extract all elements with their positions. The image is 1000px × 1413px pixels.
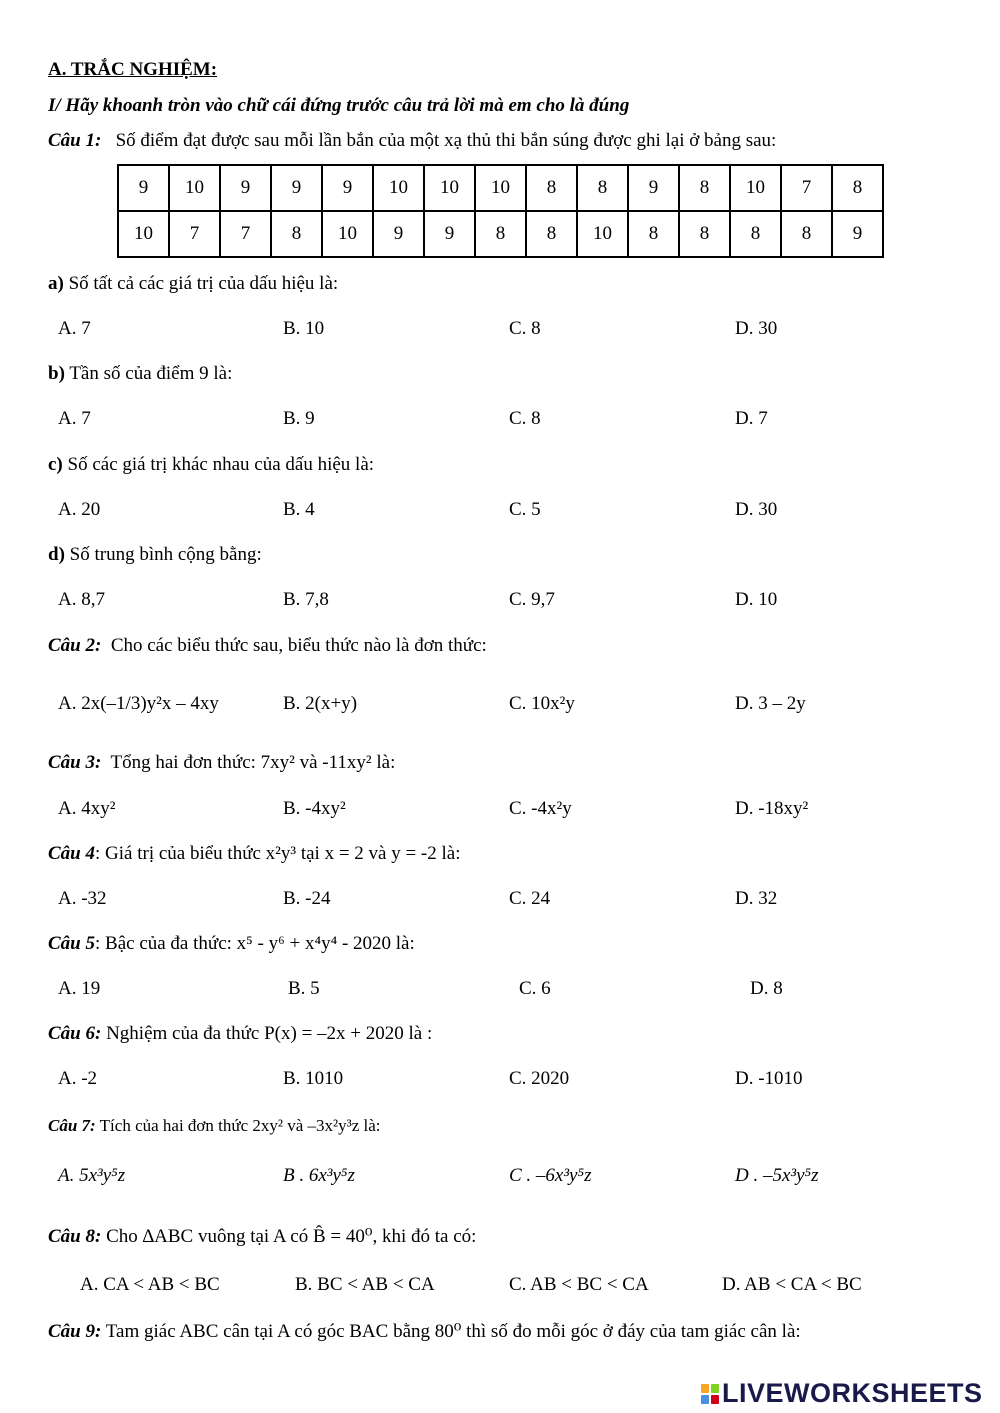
table-cell: 10 [730, 165, 781, 211]
question-1a-options [0, 317, 1000, 347]
option-b[interactable]: B. -24 [283, 888, 331, 909]
option-b[interactable]: B. 5 [288, 978, 320, 999]
option-a[interactable]: A. 8,7 [58, 589, 105, 610]
question-4-options [0, 887, 1000, 917]
question-6: Câu 6: Nghiệm của đa thức P(x) = –2x + 2020 là : [48, 1023, 433, 1044]
question-5: Câu 5: Bậc của đa thức: x⁵ - y⁶ + x⁴y⁴ - 2020 là: [48, 933, 415, 954]
option-a[interactable]: A. CA < AB < BC [80, 1274, 220, 1295]
question-8: Câu 8: Cho ∆ABC vuông tại A có B̂ = 40⁰, khi đó ta có: [48, 1226, 477, 1247]
question-6-options [0, 1067, 1000, 1097]
option-d[interactable]: D. 8 [750, 978, 783, 999]
option-a[interactable]: A. 19 [58, 978, 101, 999]
table-cell: 9 [628, 165, 679, 211]
question-9: Câu 9: Tam giác ABC cân tại A có góc BAC bằng 80⁰ thì số đo mỗi góc ở đáy của tam giác cân là: [48, 1321, 801, 1342]
question-8-options [0, 1273, 1000, 1303]
question-1c-options [0, 498, 1000, 528]
question-7: Câu 7: Tích của hai đơn thức 2xy² và –3x²y³z là: [48, 1116, 381, 1135]
table-cell: 10 [169, 165, 220, 211]
option-b[interactable]: B. 7,8 [283, 589, 329, 610]
section-title: A. TRẮC NGHIỆM: [48, 59, 218, 80]
table-cell: 8 [577, 165, 628, 211]
table-cell: 9 [424, 211, 475, 257]
table-cell: 9 [373, 211, 424, 257]
option-b[interactable]: B. 10 [283, 318, 325, 339]
option-c[interactable]: C . –6x³y⁵z [509, 1165, 592, 1186]
option-d[interactable]: D. -18xy² [735, 798, 809, 819]
option-a[interactable]: A. -2 [58, 1068, 98, 1089]
logo-text: LIVEWORKSHEETS [722, 1378, 983, 1408]
option-a[interactable]: A. 20 [58, 499, 101, 520]
option-b[interactable]: B. 4 [283, 499, 315, 520]
option-d[interactable]: D. 7 [735, 408, 768, 429]
option-c[interactable]: C. -4x²y [509, 798, 572, 819]
option-d[interactable]: D. AB < CA < BC [722, 1274, 862, 1295]
question-2-options [0, 692, 1000, 722]
table-cell: 8 [781, 211, 832, 257]
score-table [117, 164, 884, 258]
question-2: Câu 2: Cho các biểu thức sau, biểu thức nào là đơn thức: [48, 635, 487, 656]
option-d[interactable]: D. 30 [735, 499, 778, 520]
table-cell: 9 [220, 165, 271, 211]
option-d[interactable]: D. 3 – 2y [735, 693, 806, 714]
question-1c: c) Số các giá trị khác nhau của dấu hiệu là: [48, 454, 375, 475]
table-cell: 8 [271, 211, 322, 257]
table-cell: 8 [628, 211, 679, 257]
question-1a: a) Số tất cả các giá trị của dấu hiệu là: [48, 273, 339, 294]
table-cell: 10 [577, 211, 628, 257]
question-1b: b) Tần số của điểm 9 là: [48, 363, 233, 384]
option-c[interactable]: C. 9,7 [509, 589, 555, 610]
question-3-options [0, 797, 1000, 827]
table-cell: 10 [475, 165, 526, 211]
question-3: Câu 3: Tổng hai đơn thức: 7xy² và -11xy² là: [48, 752, 396, 773]
table-cell: 8 [730, 211, 781, 257]
table-cell: 8 [832, 165, 883, 211]
option-b[interactable]: B. 2(x+y) [283, 693, 358, 714]
table-row [118, 211, 883, 257]
option-c[interactable]: C. 10x²y [509, 693, 575, 714]
option-c[interactable]: C. 24 [509, 888, 551, 909]
option-d[interactable]: D. 30 [735, 318, 778, 339]
question-1d: d) Số trung bình cộng bằng: [48, 544, 262, 565]
instruction: I/ Hãy khoanh tròn vào chữ cái đứng trước câu trả lời mà em cho là đúng [48, 95, 630, 116]
option-d[interactable]: D . –5x³y⁵z [735, 1165, 819, 1186]
table-cell: 10 [118, 211, 169, 257]
option-b[interactable]: B. 9 [283, 408, 315, 429]
question-7-options [0, 1164, 1000, 1194]
table-cell: 7 [220, 211, 271, 257]
option-c[interactable]: C. 8 [509, 408, 541, 429]
option-d[interactable]: D. -1010 [735, 1068, 803, 1089]
question-4: Câu 4: Giá trị của biểu thức x²y³ tại x = 2 và y = -2 là: [48, 843, 461, 864]
table-cell: 10 [424, 165, 475, 211]
table-cell: 7 [169, 211, 220, 257]
option-b[interactable]: B. 1010 [283, 1068, 344, 1089]
option-c[interactable]: C. 8 [509, 318, 541, 339]
table-cell: 10 [322, 211, 373, 257]
option-d[interactable]: D. 32 [735, 888, 778, 909]
table-cell: 8 [679, 211, 730, 257]
option-a[interactable]: A. 7 [58, 318, 91, 339]
table-cell: 9 [271, 165, 322, 211]
option-c[interactable]: C. 6 [519, 978, 551, 999]
liveworksheets-logo [700, 1378, 983, 1408]
option-c[interactable]: C. 2020 [509, 1068, 570, 1089]
question-1d-options [0, 588, 1000, 618]
table-cell: 8 [679, 165, 730, 211]
table-cell: 7 [781, 165, 832, 211]
option-b[interactable]: B . 6x³y⁵z [283, 1165, 355, 1186]
option-b[interactable]: B. -4xy² [283, 798, 346, 819]
option-a[interactable]: A. 5x³y⁵z [58, 1165, 126, 1186]
table-cell: 9 [118, 165, 169, 211]
logo-mark-icon [700, 1382, 720, 1406]
option-a[interactable]: A. 7 [58, 408, 91, 429]
question-1: Câu 1: Số điểm đạt được sau mỗi lần bắn của một xạ thủ thi bắn súng được ghi lại ở bảng sau: [48, 130, 777, 151]
option-a[interactable]: A. 2x(–1/3)y²x – 4xy [58, 693, 219, 714]
option-d[interactable]: D. 10 [735, 589, 778, 610]
table-cell: 10 [373, 165, 424, 211]
table-row [118, 165, 883, 211]
question-5-options [0, 977, 1000, 1007]
question-1b-options [0, 407, 1000, 437]
table-cell: 9 [832, 211, 883, 257]
option-c[interactable]: C. AB < BC < CA [509, 1274, 649, 1295]
option-b[interactable]: B. BC < AB < CA [295, 1274, 435, 1295]
table-cell: 8 [526, 211, 577, 257]
option-c[interactable]: C. 5 [509, 499, 541, 520]
table-cell: 9 [322, 165, 373, 211]
table-cell: 8 [475, 211, 526, 257]
table-cell: 8 [526, 165, 577, 211]
option-a[interactable]: A. -32 [58, 888, 107, 909]
option-a[interactable]: A. 4xy² [58, 798, 116, 819]
